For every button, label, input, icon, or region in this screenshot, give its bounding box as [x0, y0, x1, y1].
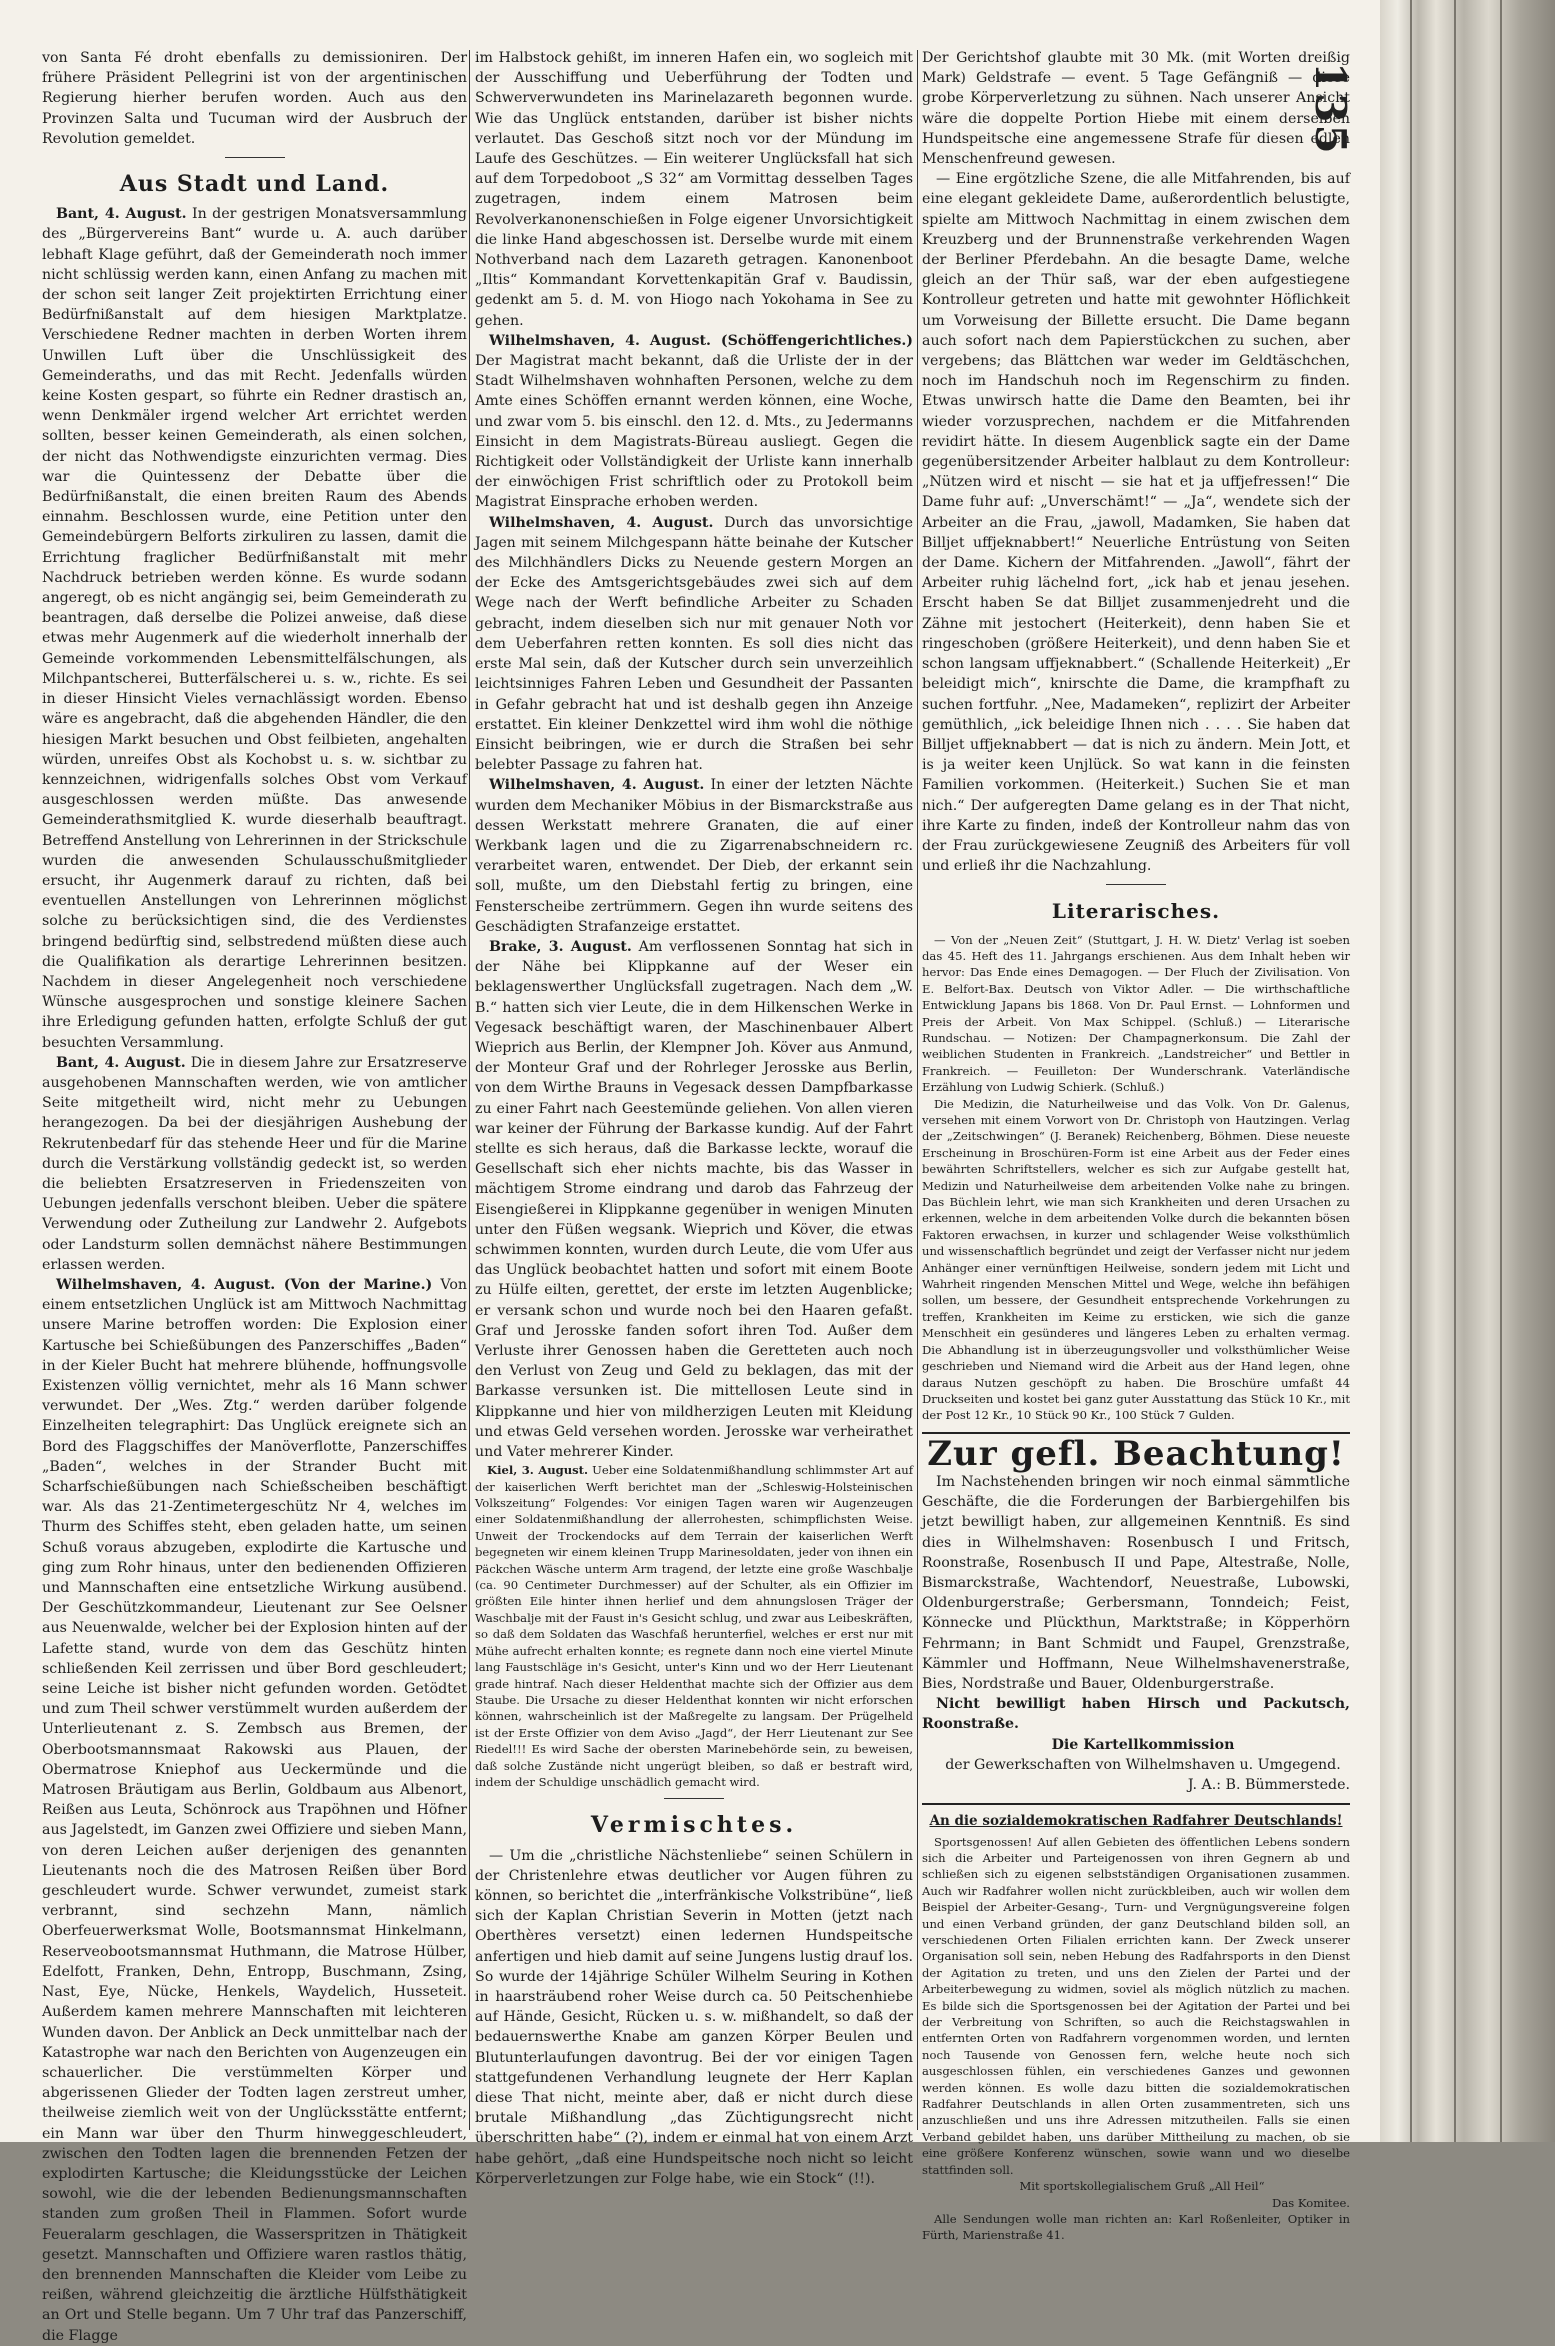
- binding-line: [1500, 0, 1502, 2142]
- radfahrer-address: Alle Sendungen wolle man richten an: Karl Roßenleiter, Optiker in Fürth, Marienstraße 41.: [922, 2211, 1350, 2243]
- dateline: Bant, 4. August.: [56, 1054, 186, 1071]
- article-wilhelmshaven-marine: [42, 1275, 467, 2346]
- dateline: Wilhelmshaven, 4. August.: [489, 777, 705, 794]
- dateline: Brake, 3. August.: [489, 938, 632, 955]
- literarisches-medizin: Die Medizin, die Naturheilweise und das Volk. Von Dr. Galenus, versehen mit einem Vorwort von Dr. Christoph von Hautzingen. Verlag der „Zeitschwingen“ (J. Beranek) Reichenberg, Böhmen. Diese neueste Erscheinung in Broschüren-Form ist eine Arbeit aus der Feder eines bewährten Schriftstellers, welcher es sich zur Aufgabe gestellt hat, Medizin und Naturheilweise dem arbeitenden Volke nahe zu bringen. Das Büchlein lehrt, wie man sich Krankheiten und deren Ursachen zu erkennen, welche in dem arbeitenden Volke durch die bekannten bösen Faktoren erwachsen, in kurzer und schlagender Weise volksthümlich und wissenschaftlich begründet und zeigt der Verfasser nicht nur jedem Anhänger einer vernünftigen Heilweise, sondern jedem mit Licht und Wahrheit ringenden Menschen Mittel und Wege, welche ihn befähigen sollen, um bessere, der Gesundheit entsprechende Vorkehrungen zu treffen, Krankheiten im Keime zu ersticken, wie sich die ganze Menschheit ein gesünderes und längeres Leben zu erhalten vermag. Die Abhandlung ist in überzeugungsvoller und volksthümlicher Weise geschrieben und Niemand wird die Arbeit aus der Hand legen, ohne daraus Nutzen geschöpft zu haben. Die Broschüre umfaßt 44 Druckseiten und kostet bei ganz guter Ausstattung das Stück 10 Kr., mit der Post 12 Kr., 10 Stück 90 Kr., 100 Stück 7 Gulden.: [922, 1096, 1350, 1423]
- column-divider: [469, 50, 470, 2130]
- section-heading-stadt-und-land: Aus Stadt und Land.: [119, 171, 390, 198]
- dateline: Wilhelmshaven, 4. August.: [489, 514, 714, 531]
- separator: [664, 1798, 724, 1799]
- column-3: [922, 48, 1350, 2243]
- notice-text: Im Nachstehenden bringen wir noch einmal sämmtliche Geschäfte, die die Forderungen der Barbiergehilfen bis jetzt bewilligt haben, zur allgemeinen Kenntniß. Es sind dies in Wilhelmshaven: Rosenbusch I und Fritsch, Roonstraße, Rosenbusch II und Pape, Altestraße, Nolle, Bismarckstraße, Wachtendorf, Neuestraße, Lubowski, Oldenburgerstraße; Gerbersmann, Tonndeich; Feist, Könnecke und Plückthun, Marktstraße; in Köpperhörn Fehrmann; in Bant Schmidt und Faupel, Grenzstraße, Kämmler und Hoffmann, Neue Wilhelmshavenerstraße, Bies, Nordstraße und Bauer, Oldenburgerstraße.: [922, 1473, 1350, 1692]
- radfahrer-block: [922, 1813, 1350, 2244]
- article-brake: [475, 937, 913, 1462]
- notice-heading: Zur gefl. Beachtung!: [927, 1433, 1345, 1474]
- article-text: Die in diesem Jahre zur Ersatzreserve ausgehobenen Mannschaften werden, wie von amtlicher Seite mitgetheilt wird, nicht mehr zu Uebungen herangezogen. Da bei der diesjährigen Aushebung der Rekrutenbedarf für das stehende Heer und für die Marine durch die Verstärkung vollständig gedeckt ist, so werden die beliebten Ersatzreserven in Friedenszeiten von Uebungen jedenfalls verschont bleiben. Ueber die spätere Verwendung oder Zutheilung zur Landwehr 2. Aufgebots oder Landsturm sollen demnächst nähere Bestimmungen erlassen werden.: [42, 1054, 467, 1273]
- article-text: Am verflossenen Sonntag hat sich in der Nähe bei Klippkanne auf der Weser ein beklagenswerther Unglücksfall zugetragen. Nach dem „W. B.“ hatten sich vier Leute, die in dem Hilkenschen Werke in Vegesack beschäftigt waren, der Maschinenbauer Albert Wieprich aus Berlin, der Klempner Joh. Köver aus Anmund, der Monteur Graf und der Rohrleger Jerosske aus Berlin, von dem Wirthe Brauns in Vegesack dessen Dampfbarkasse zu einer Fahrt nach Geestemünde geliehen. Von allen vieren war keiner der Führung der Barkasse kundig. Auf der Fahrt stellte es sich heraus, daß die Barkasse leckte, worauf die Gesellschaft sich eher nichts machte, bis das Wasser in mächtigem Strome eindrang und darob das Fahrzeug der Eisengießerei in Klippkanne gegenüber in wenigen Minuten unter den Füßen wegsank. Wieprich und Köver, die etwas schwimmen konnten, wurden durch Leute, die vom Ufer aus das Unglück beobachtet hatten und sofort mit einem Boote zu Hülfe eilten, gerettet, der erste im letzten Augenblicke; er versank schon und wurde noch bei den Haaren gefaßt. Graf und Jerosske fanden sofort ihren Tod. Außer dem Verluste ihrer Genossen haben die Geretteten auch noch den Verlust von Zeug und Geld zu beklagen, das mit der Barkasse versunken ist. Die mittellosen Leute sind in Klippkanne und hier von mildherzigen Leuten mit Kleidung und etwas Geld versehen worden. Jerosske war verheirathet und Vater mehrerer Kinder.: [475, 938, 913, 1461]
- binding-line: [1410, 0, 1412, 2142]
- page-number: 135: [1306, 62, 1355, 156]
- separator: [225, 157, 285, 158]
- section-heading-literarisches: Literarisches.: [1051, 899, 1221, 924]
- article-text: Durch das unvorsichtige Jagen mit seinem Milchgespann hätte beinahe der Kutscher des Milchhändlers Dicks zu Neuende gestern Morgen an der Ecke des Amtsgerichtsgebäudes zwei sich auf dem Wege nach der Werft befindliche Arbeiter zu Schaden gebracht, indem dieselben sich nur mit genauer Noth vor dem Ueberfahren retten konnten. Es soll dies nicht das erste Mal sein, daß der Kutscher durch sein unverzeihlich leichtsinniges Fahren Leben und Gesundheit der Passanten in Gefahr gebracht hat und ist deshalb gegen ihn Anzeige erstattet. Ein kleiner Denkzettel wird ihm wohl die nöthige Einsicht beibringen, wie er durch die Straßen bei sehr belebter Passage zu fahren hat.: [475, 514, 914, 774]
- book-binding-edge: [1380, 0, 1555, 2142]
- dateline: Kiel, 3. August.: [487, 1463, 589, 1478]
- notice-signature-commission: Die Kartellkommission: [1051, 1736, 1235, 1753]
- radfahrer-heading: An die sozialdemokratischen Radfahrer Deutschlands!: [929, 1813, 1343, 1830]
- article-schoeffen: [475, 331, 913, 513]
- article-milchgespann: [475, 513, 913, 776]
- notice-signature-name: J. A.: B. Bümmerstede.: [1187, 1776, 1350, 1793]
- article-continuation: Der Gerichtshof glaubte mit 30 Mk. (mit Worten dreißig Mark) Geldstrafe — event. 5 Tage Gefängniß — diese grobe Körperverletzung zu sühnen. Nach unserer Ansicht wäre die doppelte Portion Hiebe mit einem derselben Hundspeitsche eine angemessene Strafe für diesen edlen Menschenfreund gewesen.: [922, 50, 1350, 168]
- column-2: [475, 48, 914, 2187]
- notice-not-granted: Nicht bewilligt haben Hirsch und Packutsch, Roonstraße.: [922, 1696, 1350, 1733]
- article-text: Der Magistrat macht bekannt, daß die Urliste der in der Stadt Wilhelmshaven wohnhaften Personen, welche zu dem Amte eines Schöffen ernannt werden können, eine Woche, und zwar vom 5. bis einschl. den 12. d. Mts., zu Jedermanns Einsicht in dem Magistrats-Büreau ausliegt. Gegen die Richtigkeit oder Vollständigkeit der Urliste kann innerhalb der einwöchigen Frist schriftlich oder zu Protokoll beim Magistrat Einsprache erhoben werden.: [475, 353, 913, 511]
- article-text: In der gestrigen Monatsversammlung des „Bürgervereins Bant“ wurde u. A. auch darüber lebhaft Klage geführt, daß der Gemeinderath noch immer nicht schlüssig werden kann, einen Anfang zu machen mit der schon seit langer Zeit projektirten Errichtung einer Bedürfnißanstalt auf dem hiesigen Marktplatze. Verschiedene Redner machten in derben Worten ihrem Unwillen Luft über die Unschlüssigkeit des Gemeinderaths, und das mit Recht. Jedenfalls würden keine Kosten gespart, so führte ein Redner drastisch an, wenn Denkmäler irgend welcher Art errichtet werden sollten, besser keinen Gemeinderath, als einen solchen, der nicht das Nothwendigste einzurichten vermag. Dies war die Quintessenz der Debatte über die Bedürfnißanstalt, die einen breiten Raum des Abends einnahm. Beschlossen wurde, eine Petition unter den Gemeindebürgern Belforts zirkuliren zu lassen, damit die Errichtung fraglicher Bedürfnißanstalt mit mehr Nachdruck betrieben werden könne. Es wurde sodann angeregt, ob es nicht angängig sei, beim Gemeinderath zu beantragen, daß derselbe die Polizei anweise, daß diese etwas mehr Augenmerk auf die wiederholt innerhalb der Gemeinde vorkommenden Lebensmittelfälschungen, als Milchpantscherei, Butterfälscherei u. s. w., richte. Es sei in dieser Hinsicht Vieles vernachlässigt worden. Ebenso wäre es angebracht, daß die abgehenden Händler, die den hiesigen Markt besuchen und Obst feilbieten, angehalten würden, unreifes Obst als Kochobst u. s. w. sichtbar zu kennzeichnen, widrigenfalls solches Obst vom Verkauf ausgeschlossen werden müßte. Das anwesende Gemeinderathsmitglied K. wurde dieserhalb beauftragt. Betreffend Anstellung von Lehrerinnen in der Strickschule wurden die anwesenden Schulausschußmitglieder ersucht, ihr Augenmerk darauf zu richten, daß bei eventuellen Anstellungen von Lehrerinnen möglichst solche zu berücksichtigen sind, die des Verdienstes bringend bedürftig sind, selbstredend müßten diese auch die Qualifikation als derartige Lehrerinnen besitzen. Nachdem in dieser Angelegenheit noch verschiedene Wünsche ausgesprochen und sonstige kleinere Sachen ihre Erledigung gefunden hatten, erfolgte Schluß der gut besuchten Versammlung.: [42, 206, 467, 1051]
- article-continuation: im Halbstock gehißt, im inneren Hafen ein, wo sogleich mit der Ausschiffung und Ueberführung der Todten und Schwerverwundeten ins Marinelazareth begonnen wurde. Wie das Unglück entstanden, darüber ist bisher nichts verlautet. Das Geschoß sitzt noch vor der Mündung im Laufe des Geschützes. — Ein weiterer Unglücksfall hat sich auf dem Torpedoboot „S 32“ am Vormittag desselben Tages zugetragen, indem einem Matrosen beim Revolverkanonenschießen in Folge eigener Unvorsichtigkeit die linke Hand abgeschossen ist. Derselbe wurde mit einem Nothverband nach dem Lazareth getragen. Kanonenboot „Iltis“ Kommandant Korvettenkapitän Graf v. Baudissin, gedenkt am 5. d. M. von Hiogo nach Yokohama in See zu gehen.: [475, 50, 913, 329]
- horizontal-rule: [922, 1803, 1350, 1805]
- notice-signature-unions: der Gewerkschaften von Wilhelmshaven u. Umgegend.: [945, 1756, 1341, 1773]
- article-text: In einer der letzten Nächte wurden dem Mechaniker Möbius in der Bismarckstraße aus dessen Werkstatt mehrere Granaten, die auf einer Werkbank lagen und die zu Zigarrenabschneidern rc. verarbeitet waren, entwendet. Der Dieb, der erkannt sein soll, mußte, um den Diebstahl fertig zu bringen, eine Fensterscheibe zertrümmern. Gegen ihn wurde seitens des Geschädigten Strafanzeige erstattet.: [475, 777, 913, 935]
- article-bant-1: [42, 204, 467, 1053]
- literarisches-neue-zeit: — Von der „Neuen Zeit“ (Stuttgart, J. H. W. Dietz' Verlag ist soeben das 45. Heft des 11. Jahrgangs erschienen. Aus dem Inhalt heben wir hervor: Das Ende eines Demagogen. — Der Fluch der Zivilisation. Von E. Belfort-Bax. Deutsch von Viktor Adler. — Die wirthschaftliche Entwicklung Japans bis 1868. Von Dr. Paul Ernst. — Lohnformen und Preis der Arbeit. Von Max Schippel. (Schluß.) — Literarische Rundschau. — Notizen: Der Champagnerkonsum. Die Zahl der weiblichen Studenten in Frankreich. „Landstreicher“ und Bettler in Frankreich. — Feuilleton: Der Wunderschrank. Vaterländische Erzählung von Ludwig Schierk. (Schluß.): [922, 932, 1350, 1095]
- column-1: [42, 48, 467, 2344]
- column-divider: [917, 50, 918, 2130]
- article-kiel: [475, 1462, 913, 1790]
- radfahrer-signature: Das Komitee.: [1272, 2195, 1350, 2210]
- dateline: Wilhelmshaven, 4. August. (Von der Marine.): [56, 1276, 433, 1293]
- intro-paragraph: von Santa Fé droht ebenfalls zu demissioniren. Der frühere Präsident Pellegrini ist von der argentinischen Regierung hierher berufen worden. Auch aus den Provinzen Salta und Tucuman wird der Ausbruch der Revolution gemeldet.: [42, 50, 467, 147]
- article-text: Ueber eine Soldatenmißhandlung schlimmster Art auf der kaiserlichen Werft berichtet man der „Schleswig-Holsteinischen Volkszeitung“ Folgendes: Vor einigen Tagen waren wir Augenzeugen einer Soldatenmißhandlung der allerrohesten, schimpflichsten Weise. Unweit der Trockendocks auf dem Terrain der kaiserlichen Werft begegneten wir einem kleinen Trupp Marinesoldaten, jeder von ihnen ein Päckchen Wäsche unterm Arm tragend, der letzte eine große Waschbalje (ca. 90 Centimeter Durchmesser) auf der Schulter, als ein Offizier im größten Eile hinter ihnen herlief und dem ahnungslosen Träger der Waschbalje mit der Faust in's Gesicht schlug, und zwar aus Leibeskräften, so daß dem Soldaten das Waschfaß herunterfiel, welches er erst nur mit Mühe aufrecht erhalten konnte; es regnete dann noch eine viertel Minute lang Faustschläge in's Gesicht, unter's Kinn und wo der Herr Lieutenant grade hintraf. Nach dieser Heldenthat machte sich der Offizier aus dem Staube. Die Ursache zu dieser Heldenthat konnten wir nicht erforschen können, wahrscheinlich ist der Maßregelte zu langsam. Der Prügelheld ist der Erste Offizier von dem Aviso „Jagd“, der Herr Lieutenant zur See Riedel!!! Es wird Sache der obersten Marinebehörde sein, zu beweisen, daß solche Zustände nicht ungerügt bleiben, so daß er bestraft wird, indem der Schuldige unschädlich gemacht wird.: [475, 1463, 913, 1789]
- article-vermischtes: — Um die „christliche Nächstenliebe“ seinen Schülern in der Christenlehre etwas deutlicher vor Augen führen zu können, so berichtet die „interfränkische Volkstribüne“, ließ sich der Kaplan Christian Severin in Motten (jetzt nach Oberthères versetzt) einen ledernen Hundspeitsche anfertigen und hieb damit auf seine Jungens lustig drauf los. So wurde der 14jährige Schüler Wilhelm Seuring in Kothen in haarsträubend roher Weise durch ca. 50 Peitschenhiebe auf Hände, Gesicht, Rücken u. s. w. mißhandelt, so daß der bedauernswerthe Knabe am ganzen Körper Beulen und Blutunterlaufungen davontrug. Bei der vor einigen Tagen stattgefundenen Verhandlung leugnete der Herr Kaplan diese That nicht, meinte aber, daß er nicht durch diese brutale Mißhandlung „das Züchtigungsrecht nicht überschritten habe“ (?), indem er einmal hat von einem Arzt habe gehört, „daß eine Hundspeitsche noch nicht so leicht Körperverletzungen zur Folge habe, wie ein Stock“ (!!).: [475, 1847, 913, 2187]
- dateline: Wilhelmshaven, 4. August. (Schöffengerichtliches.): [489, 332, 913, 349]
- article-bant-2: [42, 1053, 467, 1275]
- radfahrer-text: Sportsgenossen! Auf allen Gebieten des öffentlichen Lebens sondern sich die Arbeiter und Parteigenossen von ihren Gegnern ab und schließen sich zu eigenen selbstständigen Organisationen zusammen. Auch wir Radfahrer wollen nicht zurückbleiben, auch wir wollen dem Beispiel der Arbeiter-Gesang-, Turn- und Vergnügungsvereine folgen und einen Verband gründen, der ganz Deutschland bilden soll, an verschiedenen Orten Filialen errichten kann. Der Zweck unserer Organisation soll sein, neben Hebung des Radfahrsports in den Dienst der Agitation zu treten, und uns den Zielen der Partei und der Arbeiterbewegung zu widmen, soviel als möglich nützlich zu machen. Es bilde sich die Sportsgenossen bei der Agitation der Partei und bei der Verbreitung von Schriften, so auch die Reichstagswahlen in entfernten Orten von Radfahrern vorgenommen worden, und lernten noch Tausende von Genossen fern, welche heute noch sich ausgeschlossen fühlen, ein verschiedenes Ganzes und gewonnen werden können. Es wolle dazu bitten die sozialdemokratischen Radfahrer Deutschlands in allen Orten zusammentreten, sich uns anzuschließen und uns ihre Adressen mitzutheilen. Falls sie einen Verband gebildet haben, uns darüber Mittheilung zu machen, ob sie eine größere Konferenz wünschen, sowie wann und wo dieselbe stattfinden soll.: [922, 1834, 1350, 2177]
- dateline: Bant, 4. August.: [56, 206, 187, 223]
- radfahrer-greeting: Mit sportskollegialischem Gruß „All Heil“: [1019, 2179, 1265, 2194]
- article-diebstahl: [475, 775, 913, 937]
- article-kiel-block: [475, 1462, 913, 1790]
- binding-line: [1454, 0, 1456, 2142]
- article-text: Von einem entsetzlichen Unglück ist am Mittwoch Nachmittag unsere Marine betroffen worden: Die Explosion einer Kartusche bei Schießübungen des Panzerschiffes „Baden“ in der Kieler Bucht hat mehrere blühende, hoffnungsvolle Existenzen völlig vernichtet, mehr als 16 Mann schwer verwundet. Der „Wes. Ztg.“ werden darüber folgende Einzelheiten telegraphirt: Das Unglück ereignete sich an Bord des Flaggschiffes der Manöverflotte, Panzerschiffes „Baden“, welches in der Strander Bucht mit Scharfschießübungen nach Schießscheiben beschäftigt war. Als das 21-Zentimetergeschütz Nr 4, welches im Thurm des Schiffes steht, eben geladen hatte, um seinen Schuß voraus abzugeben, explodirte die Kartusche und ging zum Rohr hinaus, unter den bedienenden Offizieren und Mannschaften eine entsetzliche Wirkung ausübend. Der Geschützkommandeur, Lieutenant zur See Oelsner aus Neuenwalde, welcher bei der Explosion hinten auf der Lafette stand, wurde von dem das Geschütz hinten schließenden Keil zerrissen und über Bord geschleudert; seine Leiche ist bisher nicht gefunden worden. Getödtet und zum Theil schwer verstümmelt wurden außerdem der Unterlieutenant z. S. Zembsch aus Bremen, der Oberbootsmannsmaat Rakowski aus Plauen, der Obermatrose Kniephof aus Ueckermünde und die Matrosen Bräutigam aus Berlin, Goldbaum aus Albenort, Reißen aus Leuta, Schönrock aus Trapöhnen und Höfner aus Jagelstedt, im Ganzen zwei Offiziere und sieben Mann, von deren Leichen außer derjenigen des genannten Lieutenants noch die des Matrosen Reißen über Bord geschleudert wurde. Schwer verwundet, zumeist stark verbrannt, sind sechzehn Mann, nämlich Oberfeuerwerksmat Wolle, Bootsmannsmat Hinkelmann, Reserveobootsmannsmat Huthmann, die Matrose Hülber, Edelfott, Franken, Dehn, Entropp, Buschmann, Zsing, Nast, Eye, Nücke, Henkels, Waydelich, Husseteit. Außerdem kamen mehrere Mannschaften mit leichteren Wunden davon. Der Anblick an Deck unmittelbar nach der Katastrophe war nach den Berichten von Augenzeugen ein schauerlicher. Die verstümmelten Körper und abgerissenen Glieder der Todten lagen zerstreut umher, theilweise ziemlich weit von der Unglücksstätte entfernt; ein Mann war über den Thurm hinweggeschleudert, zwischen den Todten lagen die brennenden Fetzen der explodirten Kartusche; die Kleidungsstücke der Leichen sowohl, wie die der lebenden Bedienungsmannschaften standen zum großen Theil in Flammen. Sofort wurde Feueralarm geschlagen, die Wasserspritzen in Thätigkeit gesetzt. Mannschaften und Offiziere waren rastlos thätig, den brennenden Mannschaften die Kleider vom Leibe zu reißen, während gleichzeitig die ärztliche Hülfsthätigkeit an Ort und Stelle begann. Um 7 Uhr traf das Panzerschiff, die Flagge: [42, 1276, 467, 2344]
- article-pferdebahn: — Eine ergötzliche Szene, die alle Mitfahrenden, bis auf eine elegant gekleidete Dame, außerordentlich belustigte, spielte am Mittwoch Nachmittag in einem zwischen dem Kreuzberg und der Brunnenstraße verkehrenden Wagen der Berliner Pferdebahn. An die besagte Dame, welche gleich an der Thür saß, war der eben aufgestiegene Kontrolleur getreten und hatte mit gewohnter Höflichkeit um Vorweisung der Billette ersucht. Die Dame begann auch sofort nach dem Papierstückchen zu suchen, aber vergebens; das Blättchen war weder im Geldtäschchen, noch im Handschuh noch im Regenschirm zu finden. Etwas unwirsch hatte die Dame den Beamten, bei ihr wieder vorzusprechen, nachdem er die Mitfahrenden revidirt hätte. In diesem Augenblick sagte ein der Dame gegenübersitzender Arbeiter halblaut zu dem Kontrolleur: „Nützen wird et nischt — sie hat et ja uffjefressen!“ Die Dame fuhr auf: „Unverschämt!“ — „Ja“, wendete sich der Arbeiter an die Frau, „jawoll, Madamken, Sie haben dat Billjet uffjeknabbert!“ Neuerliche Entrüstung von Seiten der Dame. Kichern der Mitfahrenden. „Jawoll“, fährt der Arbeiter ruhig lächelnd fort, „ick hab et jenau jesehen. Erscht haben Se dat Billjet zusammenjedreht und die Zähne mit jestochert (Heiterkeit), denn haben Sie et ringeschoben (größere Heiterkeit), und denn haben Sie et schon langsam uffjeknabbert.“ (Schallende Heiterkeit) „Er beleidigt mich“, knirschte die Dame, die krampfhaft zu suchen fortfuhr. „Nee, Madameken“, replizirt der Arbeiter gemüthlich, „ick beleidige Ihnen nich . . . . Sie haben dat Billjet uffjeknabbert — dat is nich zu ändern. Mein Jott, et is ja weiter keen Unjlück. So wat kann in die feinsten Familien vorkommen. (Heiterkeit.) Suchen Sie et man nich.“ Der aufgeregten Dame gelang es in der That nicht, ihre Karte zu finden, indeß der Kontrolleur nahm das von der Frau zurückgewiesene Zeugniß des Arbeiters für voll und erließ ihr die Nachzahlung.: [922, 171, 1350, 875]
- section-heading-vermischtes: Vermischtes.: [590, 1812, 798, 1839]
- literarisches-block: [922, 932, 1350, 1424]
- separator: [1106, 884, 1166, 885]
